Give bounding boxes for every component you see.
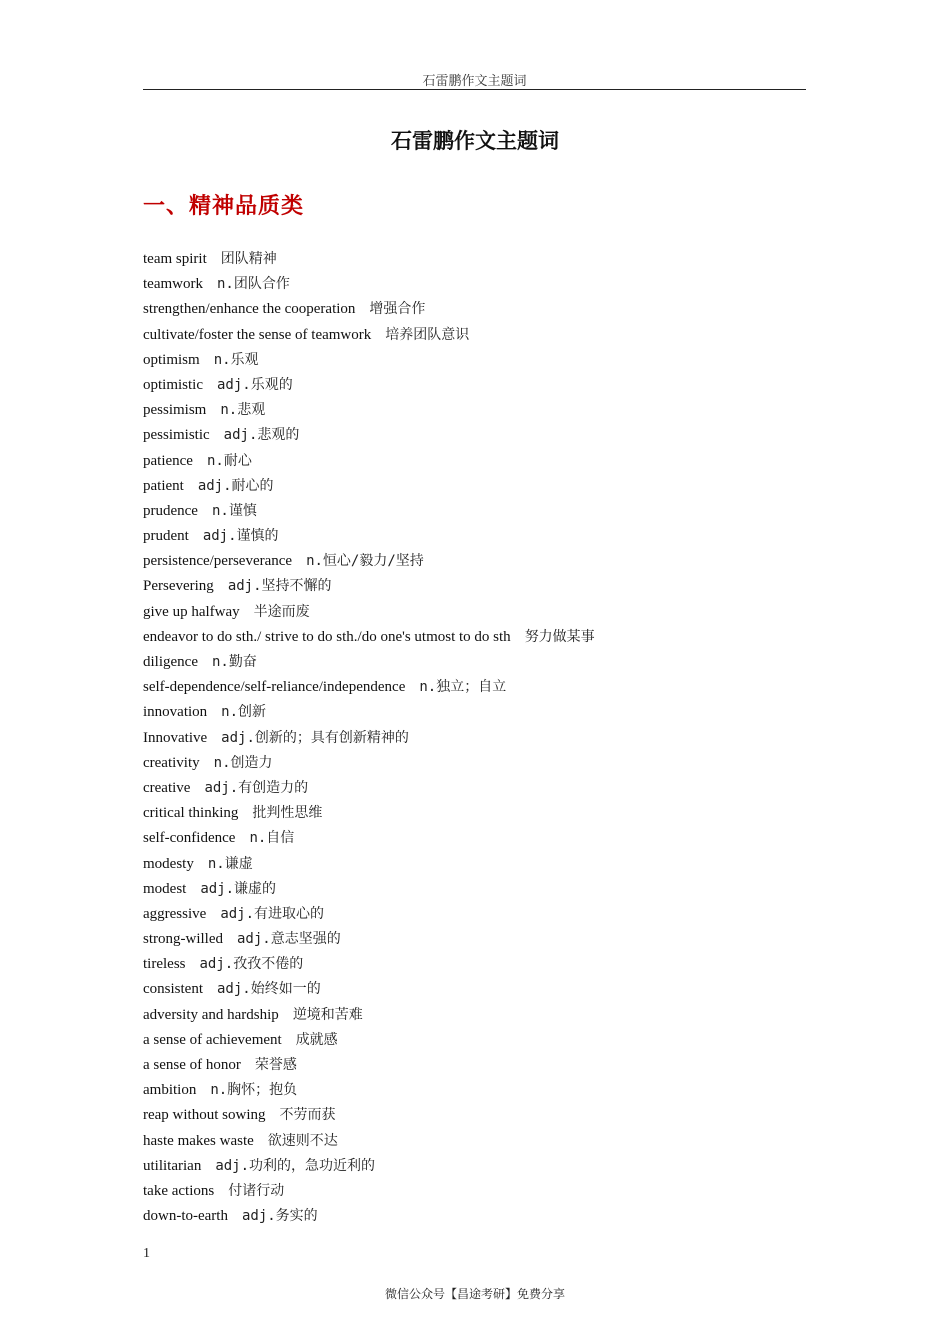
section-heading: 一、精神品质类: [143, 193, 305, 218]
vocab-meaning: 成就感: [295, 1031, 338, 1048]
list-item: [143, 423, 595, 448]
list-item: [143, 1154, 595, 1179]
list-item: [143, 323, 595, 348]
list-item: [143, 902, 595, 927]
list-item: [143, 927, 595, 952]
page-title: 石雷鹏作文主题词: [391, 129, 559, 153]
vocab-term: strengthen/enhance the cooperation: [143, 301, 356, 318]
list-item: [143, 776, 595, 801]
vocab-meaning: 批判性思维: [252, 805, 323, 822]
list-item: [143, 373, 595, 398]
vocab-term: strong-willed: [143, 931, 223, 948]
vocab-term: down-to-earth: [143, 1208, 228, 1225]
list-item: [143, 297, 595, 322]
vocab-meaning: n.耐心: [206, 452, 252, 469]
vocab-meaning: n.乐观: [213, 351, 259, 368]
vocab-term: optimism: [143, 351, 200, 368]
vocab-term: take actions: [143, 1182, 215, 1199]
list-item: [143, 398, 595, 423]
vocab-meaning: 付诸行动: [228, 1182, 285, 1199]
header-divider: [143, 89, 806, 90]
vocab-term: adversity and hardship: [143, 1006, 279, 1023]
list-item: [143, 826, 595, 851]
vocab-term: pessimistic: [143, 427, 210, 444]
vocab-meaning: adj.孜孜不倦的: [199, 956, 304, 973]
vocab-term: utilitarian: [143, 1157, 202, 1174]
vocab-term: prudent: [143, 528, 189, 545]
vocab-term: pessimism: [143, 402, 207, 419]
vocab-meaning: n.恒心/毅力/坚持: [306, 553, 424, 570]
vocab-term: cultivate/foster the sense of teamwork: [143, 326, 372, 343]
vocab-meaning: adj.有进取心的: [220, 905, 325, 922]
vocab-meaning: n.悲观: [220, 402, 266, 419]
list-item: [143, 675, 595, 700]
vocab-term: modest: [143, 880, 187, 897]
vocab-meaning: 半途而废: [253, 603, 310, 620]
vocab-term: haste makes waste: [143, 1132, 254, 1149]
list-item: [143, 952, 595, 977]
footer-note: 微信公众号【昌途考研】免费分享: [384, 1287, 565, 1301]
vocab-meaning: adj.有创造力的: [204, 779, 309, 796]
list-item: [143, 600, 595, 625]
vocab-meaning: n.创新: [221, 704, 267, 721]
vocab-meaning: n.团队合作: [216, 276, 290, 293]
vocab-term: a sense of honor: [143, 1057, 241, 1073]
vocab-term: creative: [143, 779, 191, 796]
vocab-meaning: n.谨慎: [211, 502, 257, 519]
list-item: [143, 474, 595, 499]
list-item: [143, 801, 595, 826]
vocab-term: a sense of achievement: [143, 1031, 282, 1048]
vocab-meaning: n.胸怀；抱负: [210, 1082, 298, 1099]
vocab-meaning: 努力做某事: [524, 628, 595, 645]
list-item: [143, 751, 595, 776]
page-number: 1: [143, 1246, 150, 1261]
list-item: [143, 272, 595, 297]
list-item: [143, 1179, 595, 1204]
vocab-term: creativity: [143, 754, 200, 771]
vocab-meaning: 逆境和苦难: [292, 1006, 363, 1023]
vocab-term: reap without sowing: [143, 1107, 266, 1124]
list-item: [143, 1003, 595, 1028]
vocab-term: modesty: [143, 855, 194, 872]
running-header: 石雷鹏作文主题词: [422, 73, 527, 88]
vocab-meaning: adj.始终如一的: [217, 981, 321, 998]
vocab-term: ambition: [143, 1082, 197, 1099]
list-item: [143, 1129, 595, 1154]
list-item: [143, 449, 595, 474]
vocab-term: aggressive: [143, 905, 207, 922]
vocab-term: optimistic: [143, 376, 203, 393]
vocab-meaning: adj.耐心的: [197, 477, 274, 494]
vocab-term: self-confidence: [143, 830, 236, 847]
vocab-meaning: n.谦虚: [207, 855, 253, 872]
vocab-meaning: adj.创新的；具有创新精神的: [221, 729, 409, 746]
list-item: [143, 1053, 595, 1078]
vocab-term: tireless: [143, 956, 186, 973]
list-item: [143, 700, 595, 725]
list-item: [143, 1078, 595, 1103]
vocab-meaning: 培养团队意识: [385, 326, 470, 343]
vocab-term: Innovative: [143, 729, 208, 746]
vocab-term: give up halfway: [143, 603, 240, 620]
vocab-term: endeavor to do sth./ strive to do sth./do one's utmost to do sth: [143, 628, 511, 645]
vocab-meaning: adj.坚持不懈的: [227, 578, 332, 595]
vocab-meaning: 荣誉感: [254, 1057, 297, 1073]
vocab-meaning: adj.谨慎的: [202, 528, 279, 545]
vocab-meaning: adj.务实的: [241, 1208, 318, 1225]
list-item: [143, 877, 595, 902]
vocab-meaning: adj.意志坚强的: [237, 931, 341, 948]
vocab-term: consistent: [143, 981, 203, 998]
list-item: [143, 574, 595, 599]
vocab-meaning: adj.谦虚的: [200, 880, 277, 897]
vocab-meaning: 团队精神: [220, 251, 277, 267]
vocab-term: patience: [143, 452, 193, 469]
vocab-term: team spirit: [143, 251, 207, 267]
vocab-meaning: 增强合作: [369, 301, 426, 318]
vocab-meaning: adj.乐观的: [217, 376, 293, 393]
list-item: [143, 625, 595, 650]
vocab-meaning: n.勤奋: [211, 654, 257, 670]
list-item: [143, 524, 595, 549]
list-item: [143, 1028, 595, 1053]
list-item: [143, 247, 595, 272]
list-item: [143, 977, 595, 1002]
vocab-term: critical thinking: [143, 805, 239, 822]
list-item: [143, 852, 595, 877]
vocab-term: patient: [143, 477, 184, 494]
list-item: [143, 348, 595, 373]
vocab-term: innovation: [143, 704, 208, 721]
list-item: [143, 726, 595, 751]
list-item: [143, 549, 595, 574]
list-item: [143, 650, 595, 675]
vocab-term: diligence: [143, 654, 198, 670]
vocab-meaning: 欲速则不达: [267, 1132, 338, 1149]
vocab-term: prudence: [143, 502, 198, 519]
vocab-meaning: n.自信: [249, 830, 295, 847]
vocab-term: Persevering: [143, 578, 214, 595]
vocab-term: persistence/perseverance: [143, 553, 293, 570]
vocab-meaning: adj.悲观的: [223, 427, 300, 444]
vocabulary-list: [143, 247, 595, 1229]
vocab-meaning: n.创造力: [213, 754, 273, 771]
vocab-meaning: adj.功利的，急功近利的: [215, 1157, 376, 1174]
vocab-meaning: n.独立；自立: [419, 679, 507, 696]
list-item: [143, 499, 595, 524]
list-item: [143, 1204, 595, 1229]
vocab-meaning: 不劳而获: [279, 1107, 336, 1124]
vocab-term: self-dependence/self-reliance/independence: [143, 679, 406, 696]
vocab-term: teamwork: [143, 276, 203, 293]
list-item: [143, 1103, 595, 1128]
